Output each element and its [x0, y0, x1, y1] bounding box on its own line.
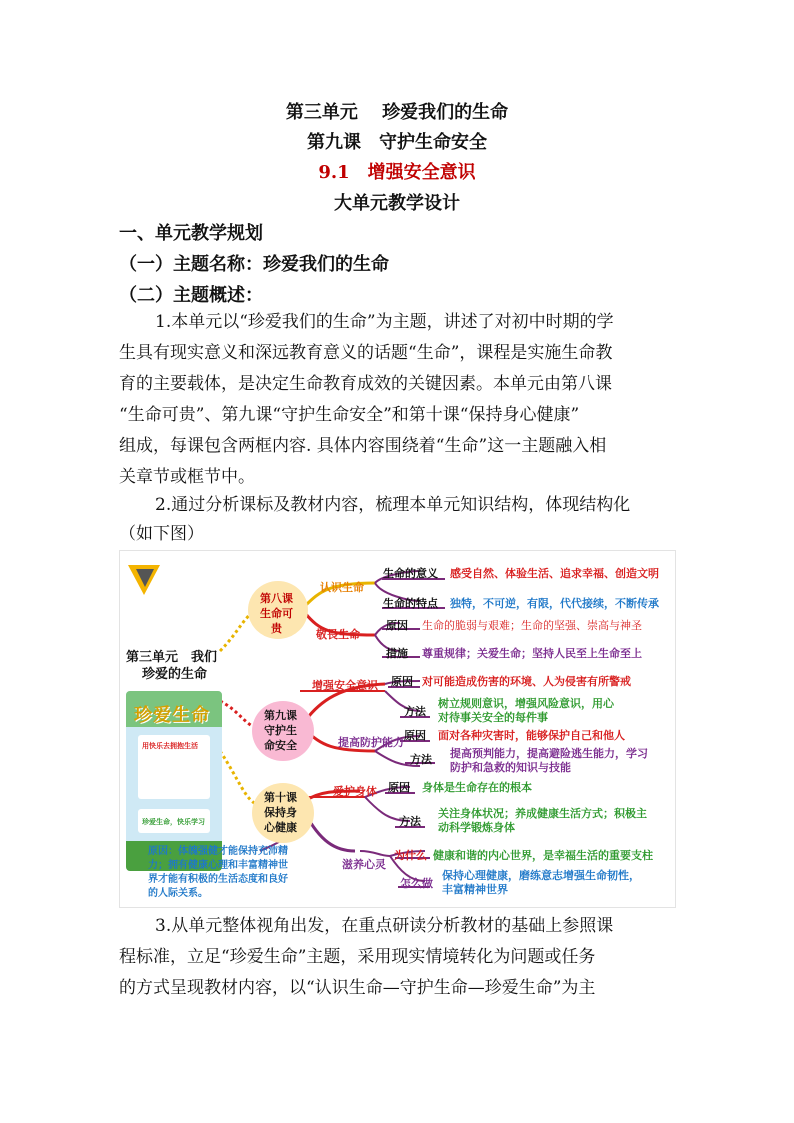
- root-node: [126, 649, 217, 683]
- lesson10-node: [264, 790, 297, 835]
- leaf-fangfa: 方法: [399, 815, 421, 828]
- text-cuoshi: 尊重规律；关爱生命；坚持人民至上生命至上: [422, 647, 642, 660]
- section-title: 9.1 增强安全意识: [318, 162, 476, 183]
- branch-jingwei: 敬畏生命: [316, 628, 360, 641]
- leaf-fangfa: 方法: [404, 705, 426, 718]
- leaf-yuanyin: 原因: [391, 675, 413, 688]
- text-yiyi: 感受自然、体验生活、追求幸福、创造文明: [450, 567, 659, 580]
- branch-tigao: 提高防护能力: [338, 736, 404, 749]
- theme-name: （一）主题名称：珍爱我们的生命: [119, 254, 389, 275]
- text-fangfa: 动科学锻炼身体: [438, 821, 515, 834]
- text-weishenme: 健康和谐的内心世界，是幸福生活的重要支柱: [433, 849, 653, 862]
- text-zenmezuo: 保持心理健康，磨练意志增强生命韧性，: [442, 869, 640, 882]
- unit-mind-map: [119, 550, 676, 908]
- note-line: 原因：体魄强健才能保持充沛精: [148, 846, 288, 857]
- leaf-yuanyin: 原因: [404, 729, 426, 742]
- text-yuanyin: 面对各种灾害时，能够保护自己和他人: [438, 729, 625, 742]
- poster-subtitle-2: 珍爱生命，快乐学习: [142, 818, 205, 826]
- leaf-yiyi: 生命的意义: [383, 567, 438, 580]
- note-box: [148, 845, 288, 901]
- leaf-tedian: 生命的特点: [383, 597, 438, 610]
- para2-line: （如下图）: [119, 524, 204, 544]
- poster-image: [126, 691, 222, 871]
- lesson-title: 第九课 守护生命安全: [307, 132, 487, 153]
- branch-zengqiang: 增强安全意识: [312, 679, 378, 692]
- text-fangfa: 防护和急救的知识与技能: [450, 761, 571, 774]
- unit-title: 第三单元 珍爱我们的生命: [285, 102, 509, 123]
- section-heading: 一、单元教学规划: [119, 223, 263, 244]
- text-yuanyin: 生命的脆弱与艰难；生命的坚强、崇高与神圣: [422, 619, 642, 632]
- text-tedian: 独特，不可逆，有限，代代接续，不断传承: [450, 597, 659, 610]
- leaf-yuanyin: 原因: [386, 619, 408, 632]
- lesson8-label: 第八课 生命可 贵: [260, 592, 293, 635]
- design-title: 大单元教学设计: [334, 193, 460, 214]
- note-line: 力；拥有健康心理和丰富精神世: [148, 860, 288, 871]
- note-line: 的人际关系。: [148, 888, 208, 899]
- leaf-zenmezuo: 怎么做: [400, 877, 433, 890]
- leaf-yuanyin: 原因: [388, 781, 410, 794]
- para1-line: 组成，每课包含两框内容. 具体内容围绕着“生命”这一主题融入相: [119, 436, 607, 456]
- para1-line: 1.本单元以“珍爱我们的生命”为主题，讲述了对初中时期的学: [155, 312, 614, 332]
- leaf-cuoshi: 措施: [386, 647, 408, 660]
- text-zenmezuo: 丰富精神世界: [442, 883, 508, 896]
- lesson9-label: 第九课 守护生 命安全: [264, 709, 297, 752]
- note-line: 界才能有积极的生活态度和良好: [148, 874, 288, 885]
- para3-line: 程标准，立足“珍爱生命”主题，采用现实情境转化为问题或任务: [119, 947, 596, 967]
- poster-title: 珍爱生命: [134, 705, 210, 726]
- lesson9-node: [264, 708, 297, 753]
- para3-line: 的方式呈现教材内容，以“认识生命—守护生命—珍爱生命”为主: [119, 978, 596, 998]
- text-fangfa: 关注身体状况；养成健康生活方式；积极主: [438, 807, 647, 820]
- text-fangfa: 树立规则意识，增强风险意识，用心: [438, 697, 614, 710]
- branch-aihu: 爱护身体: [333, 785, 377, 798]
- para3-line: 3.从单元整体视角出发，在重点研读分析教材的基础上参照课: [155, 916, 614, 936]
- overview-heading: （二）主题概述：: [119, 285, 263, 306]
- para1-line: 生具有现实意义和深远教育意义的话题“生命”，课程是实施生命教: [119, 343, 613, 363]
- leaf-fangfa: 方法: [410, 753, 432, 766]
- leaf-weishenme: 为什么: [394, 849, 427, 862]
- para1-line: 关章节或框节中。: [119, 467, 255, 487]
- root-line: 珍爱的生命: [142, 667, 208, 682]
- text-yuanyin: 对可能造成伤害的环境、人为侵害有所警戒: [422, 675, 631, 688]
- text-yuanyin: 身体是生命存在的根本: [422, 781, 532, 794]
- branch-ziyang: 滋养心灵: [342, 858, 386, 871]
- lesson8-node: [260, 591, 293, 636]
- para1-line: “生命可贵”、第九课“守护生命安全”和第十课“保持身心健康”: [119, 405, 580, 425]
- root-line: 第三单元 我们: [126, 650, 218, 665]
- para2-line: 2.通过分析课标及教材内容，梳理本单元知识结构，体现结构化: [155, 495, 631, 515]
- text-fangfa: 对待事关安全的每件事: [438, 711, 548, 724]
- text-fangfa: 提高预判能力，提高避险逃生能力，学习: [450, 747, 648, 760]
- branch-renshi: 认识生命: [320, 581, 364, 594]
- poster-subtitle: 用快乐去拥抱生活: [142, 742, 198, 750]
- para1-line: 育的主要载体，是决定生命教育成效的关键因素。本单元由第八课: [119, 374, 612, 394]
- lesson10-label: 第十课 保持身 心健康: [264, 791, 297, 834]
